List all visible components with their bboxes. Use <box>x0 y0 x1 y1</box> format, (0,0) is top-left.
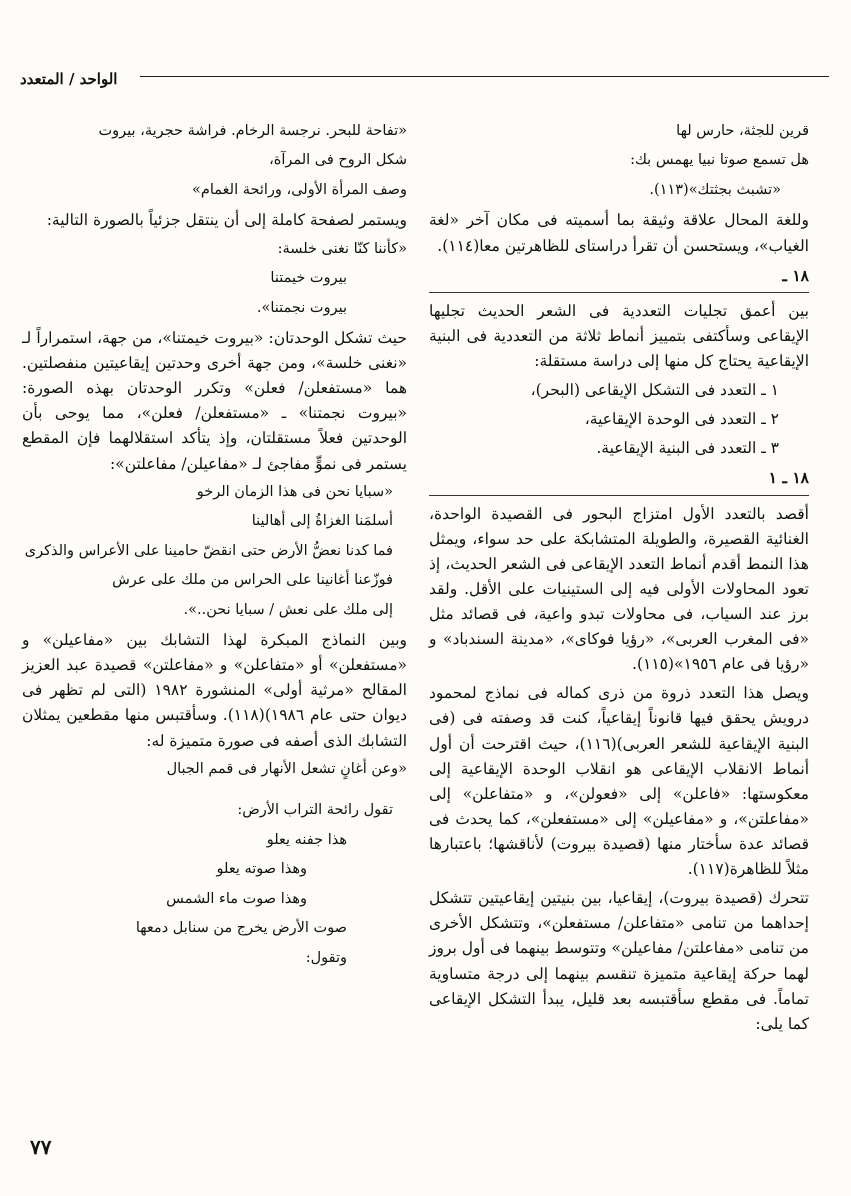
verse-line: «تشبث بجثتك»(١١٣). <box>649 181 781 198</box>
page-number: ٧٧ <box>30 1135 52 1159</box>
verse-line: بيروت خيمتنا <box>270 270 347 287</box>
list-item: ١ ـ التعدد فى التشكل الإيقاعى (البحر)، <box>530 381 779 400</box>
verse-line: وهذا صوت ماء الشمس <box>166 890 307 907</box>
verse-line: هل تسمع صوتا نبيا يهمس بك: <box>630 152 809 169</box>
section-rule <box>429 292 809 293</box>
header-rule <box>140 76 829 77</box>
paragraph: بين أعمق تجليات التعددية فى الشعر الحديث تجليها الإيقاعى وسأكتفى بتمييز أنماط ثلاثة من التعددية فى البنية الإيقاعية يحتاج كل منها إلى دراسة مستقلة: <box>429 301 809 370</box>
verse-line: بيروت نجمتنا». <box>256 299 347 316</box>
verse-line: «وعن أغانٍ تشعل الأنهار فى قمم الجبال <box>166 760 407 777</box>
verse-line: وصف المرأة الأولى، ورائحة الغمام» <box>192 181 407 198</box>
verse-line: «سبايا نحن فى هذا الزمان الرخو <box>196 483 393 500</box>
verse-line: «تفاحة للبحر. نرجسة الرخام. فراشة حجرية، بيروت <box>98 123 407 139</box>
verse-line: فما كدنا نعضُّ الأرض حتى انقضّ حامينا على الأعراس والذكرى <box>24 542 393 559</box>
section-rule <box>429 495 809 496</box>
section-heading-18: ١٨ ـ <box>782 265 809 285</box>
verse-line: صوت الأرض يخرج من سنابل دمعها <box>135 920 347 937</box>
paragraph: وللغة المحال علاقة وثيقة بما أسميته فى مكان آخر «لغة الغياب»، ويستحسن أن تقرأ دراستاى للظاهرتين معا(١١٤). <box>429 211 809 255</box>
running-title: الواحد / المتعدد <box>20 70 118 88</box>
list-item: ٢ ـ التعدد فى الوحدة الإيقاعية، <box>584 410 779 429</box>
verse-line: هذا جفنه يعلو <box>266 831 347 848</box>
left-column <box>22 120 407 976</box>
verse-line: تقول رائحة التراب الأرض: <box>237 802 393 819</box>
verse-line: «كأننا كنّا نغنى خلسة: <box>277 240 407 257</box>
paragraph: ويستمر لصفحة كاملة إلى أن ينتقل جزئياً بالصورة التالية: <box>46 211 407 230</box>
verse-line: شكل الروح فى المرآة، <box>269 152 407 169</box>
verse-line: وتقول: <box>305 949 347 966</box>
verse-line: أسلمَنا الغزاةُ إلى أهالينا <box>251 513 393 530</box>
verse-line: قرين للجثة، حارس لها <box>676 123 809 139</box>
right-column <box>429 120 809 1041</box>
verse-line: وهذا صوته يعلو <box>216 861 307 878</box>
paragraph: ويصل هذا التعدد ذروة من ذرى كماله فى نماذج لمحمود درويش يحقق فيها قانوناً إيقاعياً، كنت قد وصفته فى (فى البنية الإيقاعية للشعر العربى)(١١٦)، حيث اقترحت أن أول أنماط الانقلاب الإيقاعى هو انقلاب الوحدة الإيقاعية إلى معكوستها: «فاعلن» إلى «فعولن»، و «متفاعلن» إلى «مفاعلتن»، و «مفاعيلن» إلى «مستفعلن»، كما يحدث فى قصائد عدة سأختار منها (قصيدة بيروت) لأناقشها؛ باعتبارها مثلاً للظاهرة(١١٧). <box>429 684 809 879</box>
paragraph: وبين النماذج المبكرة لهذا التشابك بين «مفاعيلن» و «مستفعلن» أو «متفاعلن» و «مفاعلتن» قصيدة عبد العزيز المقالح «مرثية أولى» المنشورة ١٩٨٢ (التى لم تظهر فى ديوان حتى عام ١٩٨٦)(١١٨). وسأقتبس منها مقطعين يمثلان التشابك الذى أصفه فى صورة متميزة له: <box>22 631 407 750</box>
section-heading-18-1: ١٨ ـ ١ <box>768 468 809 488</box>
paragraph: أقصد بالتعدد الأول امتزاج البحور فى القصيدة الواحدة، الغنائية القصيرة، والطويلة المتشابكة على حد سواء، ويمثل هذا النمط أقدم أنماط التعدد الإيقاعى فى الشعر الحديث، إذ تعود المحاولات الأولى فيه إلى الستينيات على الأقل. ولقد برز عند السياب، فى محاولات تبدو واعية، فى قصائد مثل «فى المغرب العربى»، «رؤيا فوكاى»، «مدينة السندباد» و «رؤيا فى عام ١٩٥٦»(١١٥). <box>429 504 809 674</box>
verse-line: فوزّعنا أغانينا على الحراس من ملك على عرش <box>112 572 393 589</box>
list-item: ٣ ـ التعدد فى البنية الإيقاعية. <box>596 439 779 458</box>
paragraph: تتحرك (قصيدة بيروت)، إيقاعيا، بين بنيتين إيقاعيتين تتشكل إحداهما من تنامى «متفاعلن/ مستفعلن»، وتتشكل الأخرى من تنامى «مفاعلتن/ مفاعيلن» وتتوسط بينهما فى أول بروز لهما حركة إيقاعية متميزة تنقسم بينهما إلى درجة متساوية تماماً. فى مقطع سأقتبسه بعد قليل، يبدأ التشكل الإيقاعى كما يلى: <box>429 889 809 1033</box>
paragraph: حيث تشكل الوحدتان: «بيروت خيمتنا»، من جهة، استمراراً لـ «نغنى خلسة»، ومن جهة أخرى وحدتين إيقاعيتين منفصلتين. هما «مستفعلن/ فعلن» وتكرر الوحدتان بهذه الصورة: «بيروت نجمتنا» ـ «مستفعلن/ فعلن»، مما يوحى بأن الوحدتين فعلاً مستقلتان، وإذ يتأكد استقلالهما فإن المقطع يستمر فى نموٍّ مفاجئ لـ «مفاعيلن/ مفاعلتن»: <box>22 329 407 473</box>
verse-line: إلى ملك على نعش / سبايا نحن..». <box>183 601 393 618</box>
